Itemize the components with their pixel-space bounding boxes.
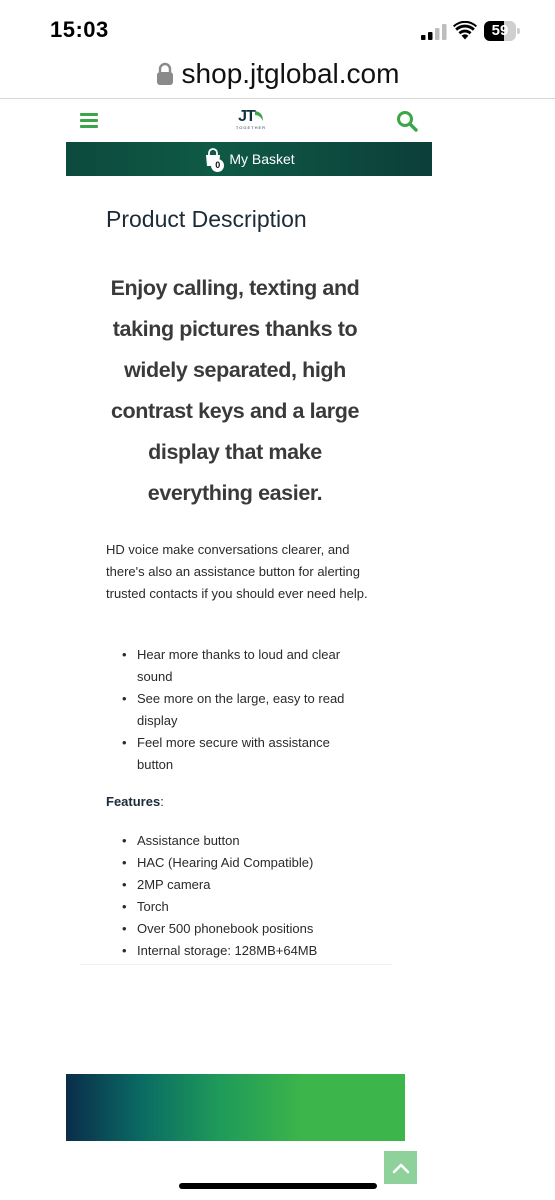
list-item: • Assistance button (106, 830, 366, 852)
list-item: • Over 500 phonebook positions (106, 918, 366, 940)
battery-icon (484, 21, 520, 41)
battery-level: 59 (491, 22, 509, 39)
site-header (66, 104, 432, 140)
hamburger-icon[interactable] (80, 113, 98, 129)
basket-label: My Basket (229, 151, 295, 167)
cellular-signal-icon (421, 24, 447, 40)
list-item: • See more on the large, easy to read display (106, 688, 366, 732)
shopping-bag-icon (203, 148, 223, 170)
status-time: 15:03 (50, 17, 109, 42)
logo-subtext: TOGETHER (235, 125, 267, 130)
list-item: • Torch (106, 896, 366, 918)
lock-icon (156, 62, 174, 86)
my-basket-button[interactable] (66, 142, 432, 176)
wifi-icon (453, 21, 477, 40)
chevron-up-icon (392, 1162, 410, 1174)
basket-count-badge: 0 (211, 159, 224, 172)
url-text: shop.jtglobal.com (181, 58, 400, 89)
url-divider (0, 98, 555, 99)
home-indicator[interactable] (179, 1183, 377, 1189)
benefits-list (106, 644, 366, 776)
features-label-text: Features (106, 794, 161, 809)
promo-banner[interactable] (66, 1074, 405, 1141)
features-label (106, 794, 164, 809)
features-label-colon: : (160, 794, 164, 809)
list-item: • 2MP camera (106, 874, 366, 896)
browser-url-bar[interactable] (0, 52, 555, 96)
product-description-heading: Product Description (106, 206, 307, 232)
product-tagline: Enjoy calling, texting and taking pictures thanks to widely separated, high contrast keys and a large display that make everything easier. (110, 276, 360, 505)
product-paragraph: HD voice make conversations clearer, and there's also an assistance button for alerting trusted contacts if you should ever need help. (106, 542, 368, 601)
scroll-to-top-button[interactable] (384, 1151, 417, 1184)
status-bar (0, 0, 555, 56)
content-divider (80, 964, 392, 965)
list-item: • Hear more thanks to loud and clear sound (106, 644, 366, 688)
search-icon[interactable] (396, 110, 418, 132)
logo-text: JT (238, 108, 255, 125)
list-item: • Feel more secure with assistance button (106, 732, 366, 776)
features-list (106, 830, 366, 962)
logo-swoosh-icon (254, 110, 264, 122)
list-item: • Internal storage: 128MB+64MB (106, 940, 366, 962)
list-item: • HAC (Hearing Aid Compatible) (106, 852, 366, 874)
jt-logo[interactable] (231, 108, 271, 136)
